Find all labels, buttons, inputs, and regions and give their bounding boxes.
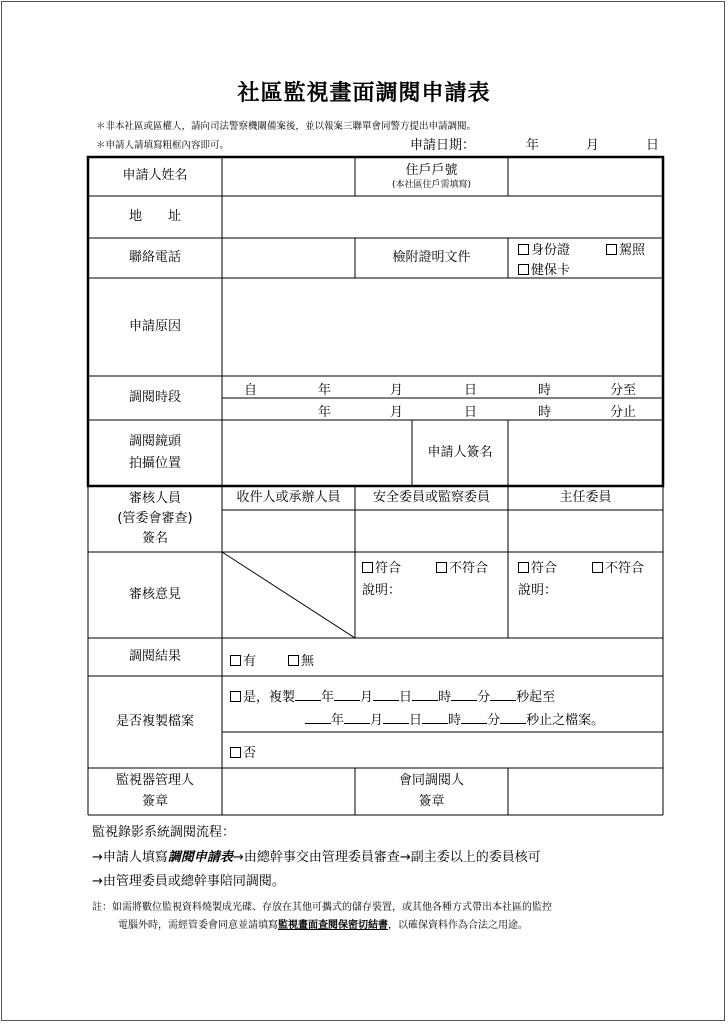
safety-signature-field[interactable] xyxy=(355,510,508,552)
reviewer-col-chair: 主任委員 xyxy=(559,489,612,505)
reviewer-col-safety: 安全委員或監察委員 xyxy=(372,489,490,505)
date-year: 年 xyxy=(526,138,540,153)
checkbox-icon xyxy=(518,264,529,275)
reviewer-label: 審核人員 (管委會審查) 簽名 xyxy=(117,490,193,547)
reviewer-col-receiver: 收件人或承辦人員 xyxy=(236,489,341,505)
manager-label: 監視器管理人 簽章 xyxy=(115,772,194,809)
checkbox-icon xyxy=(288,655,299,666)
chair-signature-field[interactable] xyxy=(508,510,663,552)
result-yes[interactable]: 有 xyxy=(230,650,256,669)
doc-option-id[interactable]: 身份證 xyxy=(518,239,570,258)
checkbox-icon xyxy=(230,691,241,702)
flow-line-2: →由管理委員或總幹事陪同調閱。 xyxy=(92,874,285,889)
checkbox-icon xyxy=(518,244,529,255)
period-label: 調閱時段 xyxy=(128,389,181,405)
chair-explain: 說明： xyxy=(518,583,558,598)
witness-signature-field[interactable] xyxy=(508,768,663,815)
safety-conform[interactable]: 符合 xyxy=(362,557,401,576)
address-label: 地 址 xyxy=(128,208,181,224)
date-day: 日 xyxy=(646,138,660,153)
copy-end-row[interactable]: 年 月 日 時 分 秒止之檔案。 xyxy=(305,709,604,728)
date-month: 月 xyxy=(586,138,600,153)
checkbox-icon xyxy=(230,747,241,758)
address-field[interactable] xyxy=(222,196,663,238)
witness-label: 會同調閱人 簽章 xyxy=(398,772,464,809)
copy-no[interactable]: 否 xyxy=(230,742,256,761)
copy-label: 是否複製檔案 xyxy=(115,713,194,729)
checkbox-icon xyxy=(606,244,617,255)
checkbox-icon xyxy=(230,655,241,666)
checkbox-icon xyxy=(436,562,447,573)
checkbox-icon xyxy=(592,562,603,573)
flow-line-1: →申請人填寫調閱申請表→由總幹事交由管理委員審查→副主委以上的委員核可 xyxy=(92,850,541,865)
signature-field[interactable] xyxy=(508,420,663,486)
result-no[interactable]: 無 xyxy=(288,650,314,669)
phone-label: 聯絡電話 xyxy=(128,249,181,265)
result-label: 調閱結果 xyxy=(128,648,181,664)
reason-field[interactable] xyxy=(222,278,663,376)
unit-number-label xyxy=(355,157,508,196)
camera-field[interactable] xyxy=(222,420,412,486)
doc-option-health[interactable]: 健保卡 xyxy=(518,259,570,278)
copy-yes-row[interactable]: 是，複製 年 月 日 時 分 秒起至 xyxy=(230,686,555,705)
docs-label: 檢附證明文件 xyxy=(392,249,471,265)
checkbox-icon xyxy=(518,562,529,573)
reason-label: 申請原因 xyxy=(128,318,181,334)
footnote-line-1: 註：如需將數位監視資料燒製成光碟、存放在其他可攜式的儲存裝置，或其他各種方式帶出本社區的監控 xyxy=(92,902,552,913)
note-police: ＊非本社區或區權人，請向司法警察機關備案後，並以報案三聯單會同警方提出申請調閱。 xyxy=(96,121,477,132)
doc-option-license[interactable]: 駕照 xyxy=(606,239,645,258)
note-bold-frame: ＊申請人請填寫粗框內容即可。 xyxy=(96,140,230,151)
safety-nonconform[interactable]: 不符合 xyxy=(436,557,488,576)
camera-label: 調閱鏡頭 拍攝位置 xyxy=(128,433,181,471)
page-title: 社區監視畫面調閱申請表 xyxy=(237,81,491,106)
receiver-signature-field[interactable] xyxy=(222,510,355,552)
chair-conform[interactable]: 符合 xyxy=(518,557,557,576)
checkbox-icon xyxy=(362,562,373,573)
confidentiality-form-link: 監視畫面查閱保密切結書 xyxy=(278,920,388,931)
applicant-name-label: 申請人姓名 xyxy=(122,168,188,184)
unit-number-sub: (本社區住戶需填寫) xyxy=(391,180,472,191)
signature-label: 申請人簽名 xyxy=(427,444,493,460)
footnote-line-2: 電腦外時，需經管委會同意並請填寫監視畫面查閱保密切結書，以確保資料作為合法之用途。 xyxy=(118,920,528,931)
opinion-label: 審核意見 xyxy=(128,586,181,602)
chair-nonconform[interactable]: 不符合 xyxy=(592,557,644,576)
phone-field[interactable] xyxy=(222,238,355,278)
unit-number-field[interactable] xyxy=(508,157,663,196)
unit-number-title: 住戶戶號 xyxy=(405,162,458,178)
date-label: 申請日期： xyxy=(410,138,476,153)
applicant-name-field[interactable] xyxy=(222,157,355,196)
safety-explain: 說明： xyxy=(362,583,402,598)
manager-signature-field[interactable] xyxy=(222,768,355,815)
flow-heading: 監視錄影系統調閱流程： xyxy=(92,825,236,840)
